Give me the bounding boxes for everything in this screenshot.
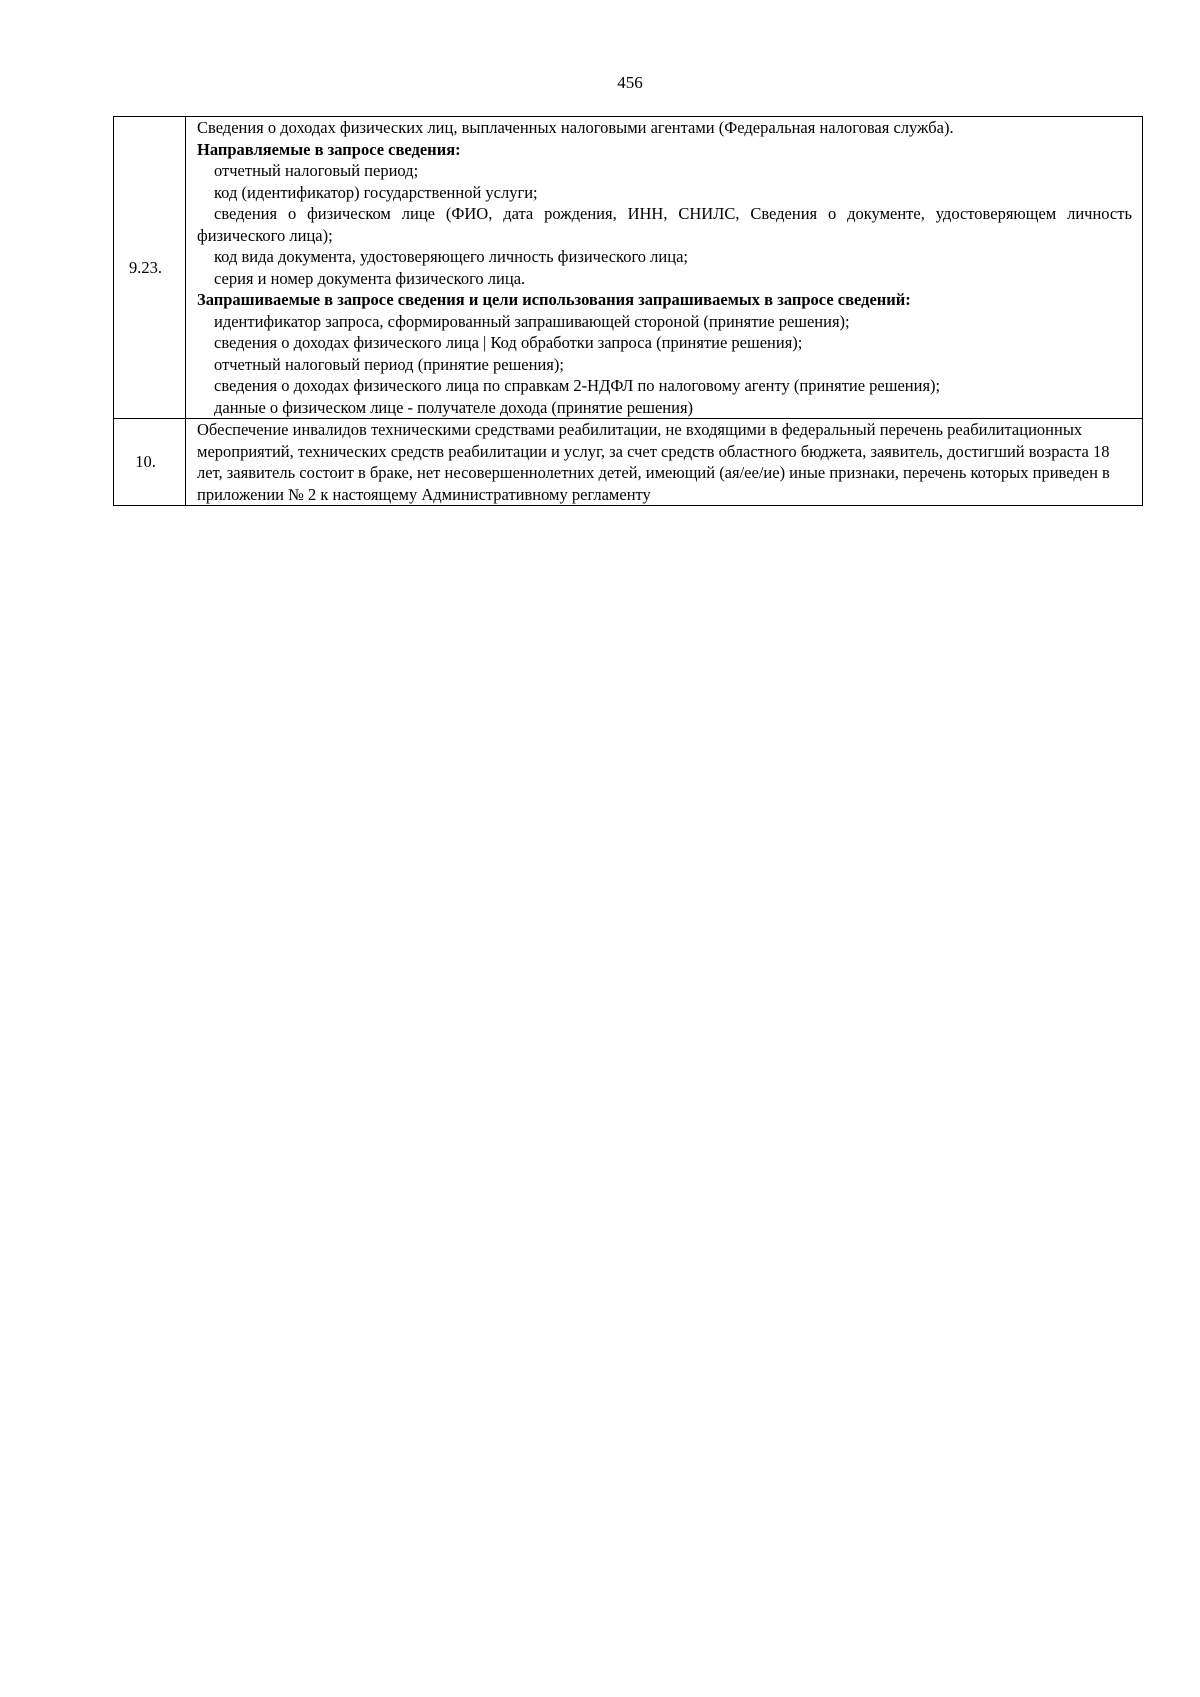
list-item: код вида документа, удостоверяющего личность физического лица; <box>214 247 688 266</box>
section-heading: Направляемые в запросе сведения: <box>197 139 461 159</box>
list-item: сведения о физическом лице (ФИО, дата рождения, ИНН, СНИЛС, Сведения о документе, удостоверяющем личность физического лица); <box>197 204 1132 245</box>
page-number: 456 <box>617 73 643 92</box>
table-row <box>114 419 1143 506</box>
list-item: серия и номер документа физического лица. <box>214 268 526 288</box>
list-item: идентификатор запроса, сформированный запрашивающей стороной (принятие решения); <box>214 311 850 331</box>
row-number: 9.23. <box>129 257 162 277</box>
services-table <box>113 116 1143 506</box>
row-title: Обеспечение инвалидов техническими средствами реабилитации, не входящими в федеральный перечень реабилитационных мероприятий, технических средств реабилитации и услуг, за счет средств областного бюджета, заявитель, достигший возраста 18 лет, заявитель состоит в браке, нет несовершеннолетних детей, имеющий (ая/ее/ие) иные признаки, перечень которых приведен в приложении № 2 к настоящему Административному регламенту <box>197 420 1110 504</box>
row-content-cell <box>186 117 1143 419</box>
list-item: отчетный налоговый период; <box>214 161 419 180</box>
section-heading: Запрашиваемые в запросе сведения и цели использования запрашиваемых в запросе сведений: <box>197 290 911 309</box>
row-title: Сведения о доходах физических лиц, выплаченных налоговыми агентами (Федеральная налоговая служба). <box>197 118 954 137</box>
list-item: сведения о доходах физического лица по справкам 2-НДФЛ по налоговому агенту (принятие решения); <box>214 376 941 395</box>
list-item: данные о физическом лице - получателе дохода (принятие решения) <box>214 397 694 417</box>
row-number-cell <box>114 117 186 419</box>
row-number-cell <box>114 419 186 506</box>
list-item: код (идентификатор) государственной услуги; <box>214 182 538 202</box>
table-row <box>114 117 1143 419</box>
row-content-cell <box>186 419 1143 506</box>
row-number: 10. <box>135 452 156 472</box>
list-item: сведения о доходах физического лица | Код обработки запроса (принятие решения); <box>214 333 803 352</box>
list-item: отчетный налоговый период (принятие решения); <box>214 354 564 374</box>
